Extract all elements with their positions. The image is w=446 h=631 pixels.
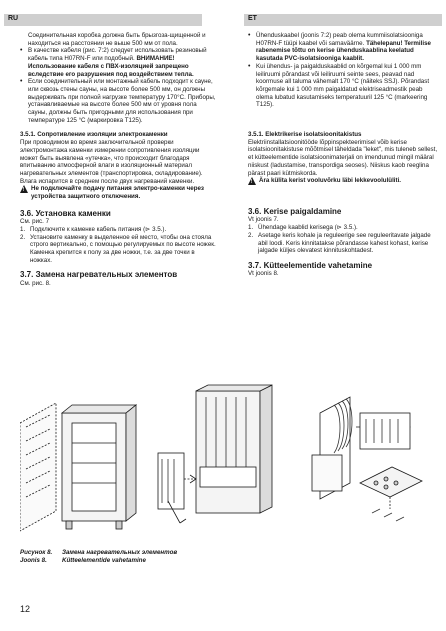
ru-bullet-cable-warning: ВНИМАНИЕ! Использование кабеля с ПВХ-изоляцией запрещено вследствие его разрушения под воздействием тепла. — [28, 55, 194, 78]
ru-bullet-temperature-text: Если соединительный или монтажный кабель подходит к сауне, или сквозь стены сауны, на высоте более 500 мм, он должны выдерживать при полной нагрузке температуру 170°С. Приборы, устанавливаемые на высоте более 500 мм от уровня пола сауны, должны быть пригодными для использования при температуре 125 °С (маркировка Т125). — [28, 78, 216, 124]
et-step-2: 2. Asetage keris kohale ja reguleerige see reguleeritavate jalgade abil loodi. Keris kinnitatakse põrandasse kahest kohast, kerise jalgade küljes olevatest kinnituskohtadest. — [248, 231, 431, 255]
heater-elements-view — [158, 385, 272, 523]
figure-caption-et — [20, 557, 177, 565]
ru-section-36-ref: См. рис. 7 — [20, 218, 50, 226]
et-bullet-temperature — [248, 63, 438, 109]
et-bullet-temperature-text: Kui ühendus- ja paigalduskaablid on kõrgemal kui 1 000 mm leiliruumi põrandast või leiliruumi seinte sees, peavad nad koormuse all taluma vähemalt 170 °C (näiteks SSJ). Põrandast kõrgemale kui 1 000 mm paigaldatud elektriseadmestik peab olema lubatud kasutamiseks temperatuuril 125 °C (markeering T125). — [256, 62, 430, 109]
et-section-351-body: Elektriinstallatsioonitööde lõppinspekteerimisel võib kerise isolatsioonitakistuse mõõtmisel täheldada "leket", mis tuleneb sellest, et kütteelementide isolatsioonimaterjali on imendunud mingil määral niiskust (ladustamise, transpordiga seoses). Niiskus kaob reeglina pärast paari kütmiskorda. — [248, 138, 438, 177]
language-label-ru: RU — [8, 15, 19, 22]
connector-plate-detail — [360, 467, 422, 521]
figure-caption — [20, 549, 177, 565]
ru-step-1-text: Подключите к каменке кабель питания (⊳ 3.5.). — [30, 225, 167, 233]
et-bullet-cable-text: Ühenduskaabel (joonis 7:2) peab olema kummiisolatsiooniga H07RN-F tüüpi kaabel või samaväärne. — [256, 32, 423, 47]
et-section-36-ref: Vt joonis 7. — [248, 216, 279, 224]
figure-caption-et-text: Kütteelementide vahetamine — [62, 557, 146, 564]
figure-caption-et-label: Joonis 8. — [20, 557, 47, 564]
figure-caption-ru — [20, 549, 177, 557]
ru-section-351-body: При проводимом во время заключительной проверки электромонтажа каменки измерении сопротивления изоляции может быть выявлена «утечка», что происходит благодаря впитыванию атмосферной влаги в изоляционный материал нагревательных элементов (транспортировка, складирование). Влага испарится в среднем после двух нагреваний каменки. — [20, 139, 203, 185]
figure-caption-ru-label: Рисунок 8. — [20, 549, 53, 556]
et-bullet-cable — [248, 32, 438, 63]
ru-section-36-title: 3.6. Установка каменки — [20, 208, 111, 218]
et-section-37-title: 3.7. Kütteelementide vahetamine — [248, 260, 373, 270]
et-warning-text: Ära külita kerist vooluvõrku läbi lekkevoolulüliti. — [259, 177, 402, 185]
et-step-2-text: Asetage keris kohale ja reguleerige see reguleeritavate jalgade abil loodi. Keris kinnitatakse põrandasse kahest kohast, kerise jalgade küljes olevatest kinnituskohtadest. — [258, 231, 431, 255]
figure-caption-ru-text: Замена нагревательных элементов — [62, 549, 178, 556]
russian-column — [20, 32, 216, 288]
language-tab-et — [244, 14, 442, 26]
et-bullet-cable-warning: Tähelepanu! Termilise rabenemise tõttu on kerise ühenduskaablina keelatud kasutada PVC-isolatsiooniga kaablit. — [256, 39, 431, 63]
ru-warning-text: Не подключайте подачу питания электро-каменки через устройства защитного отключения. — [31, 185, 204, 201]
ru-step-2: 2. Установите каменку в выделенное ей место, чтобы она стояла строго вертикально, с помощью регулируемых по высоте ножек. Каменка крепится к полу за две ножки, т.е. за две точки в ножках. — [20, 233, 216, 264]
ru-section-37-ref: См. рис. 8. — [20, 279, 51, 287]
et-step-1: 1. Ühendage kaablid kerisega (⊳ 3.5.). — [248, 224, 358, 232]
et-warning-note — [248, 177, 438, 185]
ru-intro-paragraph: Соединительная коробка должна быть брызгоза-щищенной и находиться на расстоянии не выше 500 мм от пола. — [28, 32, 206, 47]
et-section-351-title: 3.5.1. Elektrikerise isolatsioonitakistus — [248, 131, 362, 139]
heating-element-replacement-illustration — [20, 383, 426, 543]
ru-bullet-cable — [20, 47, 216, 78]
ru-section-351-title: 3.5.1. Сопротивление изоляции электрокаменки — [20, 131, 168, 139]
warning-triangle-icon — [20, 185, 28, 193]
et-section-36-title: 3.6. Kerise paigaldamine — [248, 206, 342, 216]
ru-bullet-cable-text: В качестве кабеля (рис. 7:2) следует использовать резиновый кабель типа H07RN-F или подобный. — [28, 47, 207, 63]
ru-step-1: 1. Подключите к каменке кабель питания (⊳ 3.5.). — [20, 225, 167, 233]
et-section-37-ref: Vt joonis 8. — [248, 270, 279, 278]
et-step-1-text: Ühendage kaablid kerisega (⊳ 3.5.). — [258, 224, 358, 232]
ru-bullet-temperature — [20, 78, 216, 124]
language-label-et: ET — [248, 15, 257, 22]
ru-step-2-text: Установите каменку в выделенное ей место, чтобы она стояла строго вертикально, с помощью регулируемых по высоте ножек. Каменка крепится к полу за две ножки, т.е. за две точки в ножках. — [30, 233, 216, 264]
heater-front-view — [62, 405, 136, 529]
page-number: 12 — [20, 604, 31, 614]
ru-warning-note — [20, 185, 216, 200]
ru-section-37-title: 3.7. Замена нагревательных элементов — [20, 270, 178, 280]
warning-triangle-icon — [248, 177, 256, 185]
language-tab-ru — [4, 14, 202, 26]
removed-front-panel — [20, 403, 56, 531]
estonian-column — [248, 32, 438, 278]
